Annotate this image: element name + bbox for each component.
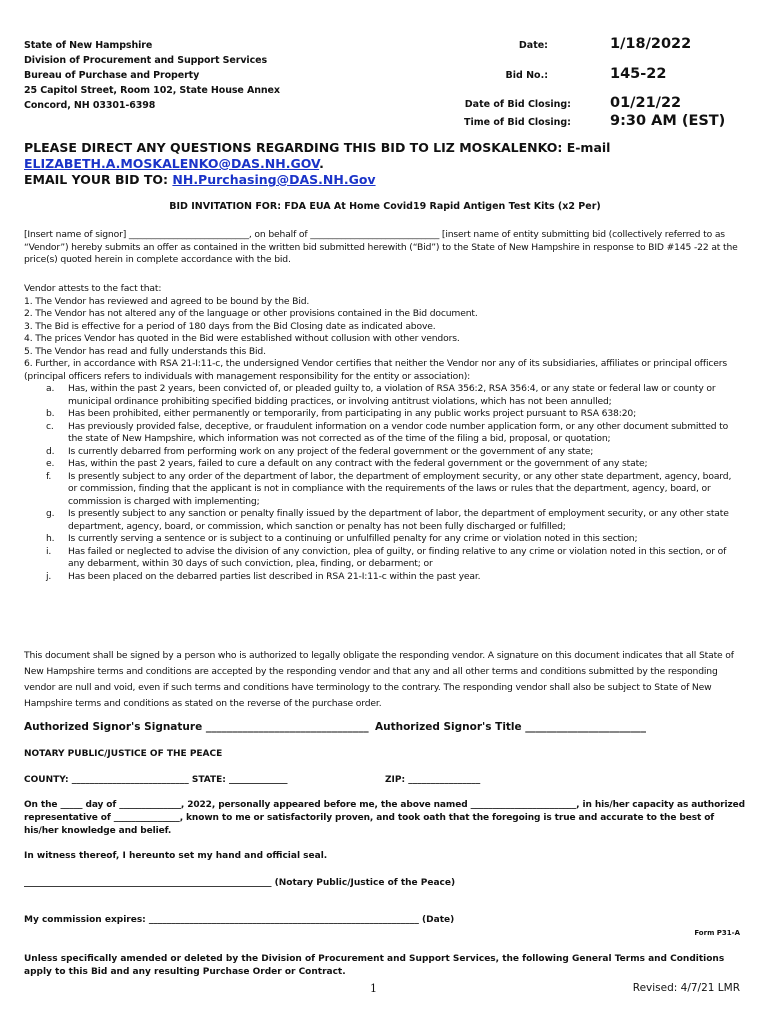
witness-statement: In witness thereof, I hereunto set my hand and official seal. [24,851,328,861]
date-label: Date: [518,40,548,51]
form-number: Form P31-A [694,929,740,937]
agency-address [24,38,280,113]
attestation-list [24,283,742,583]
attest-item: 5. The Vendor has read and fully understands this Bid. [24,345,266,357]
zip-field[interactable]: ZIP: ________________ [385,775,481,785]
subitem-text: Has, within the past 2 years, been convicted of, or pleaded guilty to, a violation of RSA 356:2, RSA 356:4, or any state or federal law or county or municipal ordinance prohibiting specified bidding practices, or involving antitrust violations, which has not been annulled; [68,383,716,407]
attest-subitem [24,471,742,509]
questions-email-link[interactable]: ELIZABETH.A.MOSKALENKO@DAS.NH.GOV [24,156,320,171]
subitem-key: d. [46,445,55,457]
subitem-text: Has been prohibited, either permanently or temporarily, from participating in any public works project pursuant to RSA 638:20; [68,408,637,419]
intro-paragraph: [Insert name of signor] ___________________________, on behalf of _____________________________ [insert name of entity submitting bid (collectively referred to as “Vendor”) hereby submits an offer as contained in the written bid submitted herewith (“Bid”) to the State of New Hampshire in response to BID #145 -22 at the price(s) quoted herein in complete accordance with the bid. [24,229,738,265]
attest-subitem [24,546,742,571]
attest-subitem [24,408,742,421]
attest-subitem [24,533,742,546]
signor-signature-field[interactable]: Authorized Signor's Signature _______________________________ [24,721,369,733]
general-terms-statement: Unless specifically amended or deleted by the Division of Procurement and Support Services, the following General Terms and Conditions apply to this Bid and any resulting Purchase Order or Contract. [24,954,725,977]
attest-item: 4. The prices Vendor has quoted in the Bid were established without collusion with other vendors. [24,333,460,344]
bid-number-value: 145-22 [610,66,667,82]
date-value: 1/18/2022 [610,36,692,52]
agency-line: State of New Hampshire [24,40,153,51]
signor-title-field[interactable]: Authorized Signor's Title _______________________ [375,721,647,733]
subitem-text: Has previously provided false, deceptive, or fraudulent information on a vendor code number application form, or any other document submitted to the state of New Hampshire, which information was not corrected as of the time of the filing a bid, proposal, or quotation; [68,420,729,444]
agency-line: 25 Capitol Street, Room 102, State House Annex [24,85,280,96]
subitem-text: Is currently serving a sentence or is subject to a continuing or unfulfilled penalty for any crime or violation noted in this section; [68,533,638,544]
email-bid-link[interactable]: NH.Purchasing@DAS.NH.Gov [172,172,376,187]
subitem-key: b. [46,408,55,419]
subitem-key: g. [46,508,55,519]
attest-subitem [24,446,742,459]
closing-time-value: 9:30 AM (EST) [610,113,726,129]
subitem-key: f. [46,470,52,482]
revision-note: Revised: 4/7/21 LMR [632,982,740,994]
questions-email-end: . [319,156,324,171]
attest-item: 6. Further, in accordance with RSA 21-I:11-c, the undersigned Vendor certifies that neither the Vendor nor any of its subsidiaries, affiliates or principal officers (principal officers refers to individuals with management responsibility for the entity or association): [24,358,728,382]
closing-date-value: 01/21/22 [610,95,682,111]
attest-item: 2. The Vendor has not altered any of the language or other provisions contained in the Bid document. [24,308,478,319]
bid-title: BID INVITATION FOR: FDA EUA At Home Covid19 Rapid Antigen Test Kits (x2 Per) [169,201,601,212]
subitem-key: j. [46,570,52,582]
subitem-text: Has failed or neglected to advise the division of any conviction, plea of guilty, or finding relative to any crime or violation noted in this section, or of any debarment, within 30 days of such conviction, plea, finding, or debarment; or [68,545,727,569]
subitem-text: Is presently subject to any order of the department of labor, the department of employment security, or any other state department, agency, board, or commission, finding that the applicant is not in compliance with the requirements of the laws or rules that the department, agency, board, or commission is charged with implementing; [68,470,732,507]
agency-line: Concord, NH 03301-6398 [24,100,156,111]
notary-signature-field[interactable]: _______________________________________________________ (Notary Public/Justice of the Peace) [24,878,456,888]
attest-subitem [24,508,742,533]
attest-subitem [24,571,742,584]
email-bid-label: EMAIL YOUR BID TO: [24,172,173,187]
attest-item: 1. The Vendor has reviewed and agreed to be bound by the Bid. [24,295,310,307]
notary-oath: On the _____ day of ______________, 2022, personally appeared before me, the above named ________________________, in his/her capacity as authorized representative of _______________, known to me or satisfactorily proven, and took oath that the foregoing is true and accurate to the best of his/her knowledge and belief. [24,800,745,836]
subitem-text: Is currently debarred from performing work on any project of the federal government or the government of any state; [68,445,594,457]
closing-date-label: Date of Bid Closing: [464,99,571,110]
bid-number-label: Bid No.: [505,70,548,81]
attest-subitem [24,421,742,446]
agency-line: Bureau of Purchase and Property [24,70,200,81]
subitem-key: h. [46,533,55,544]
subitem-key: c. [46,420,54,432]
attest-item: 3. The Bid is effective for a period of 180 days from the Bid Closing date as indicated above. [24,320,436,332]
attest-subitem [24,383,742,408]
subitem-key: i. [46,545,52,557]
questions-line: PLEASE DIRECT ANY QUESTIONS REGARDING THIS BID TO LIZ MOSKALENKO: E-mail [24,140,611,155]
subitem-key: e. [46,458,55,469]
subitem-key: a. [46,383,55,394]
attest-subitem [24,458,742,471]
subitem-text: Is presently subject to any sanction or penalty finally issued by the department of labor, the department of employment security, or any other state department, agency, board, or commission, which sanction or penalty has not been fully discharged or fulfilled; [68,508,729,532]
notary-heading: NOTARY PUBLIC/JUSTICE OF THE PEACE [24,749,223,759]
subitem-text: Has, within the past 2 years, failed to cure a default on any contract with the federal government or the government of any state; [68,458,648,469]
page-number: 1 [370,982,377,995]
agency-line: Division of Procurement and Support Services [24,55,268,66]
signing-paragraph: This document shall be signed by a person who is authorized to legally obligate the responding vendor. A signature on this document indicates that all State of New Hampshire terms and conditions are accepted by the responding vendor and that any and all other terms and conditions submitted by the responding vendor are null and void, even if such terms and conditions have terminology to the contrary. The responding vendor shall also be subject to State of New Hampshire terms and conditions as stated on the reverse of the purchase order. [24,650,734,709]
subitem-text: Has been placed on the debarred parties list described in RSA 21-I:11-c within the past year. [68,570,481,582]
questions-email-line [24,156,610,172]
county-state-field[interactable]: COUNTY: __________________________ STATE: _____________ [24,775,288,785]
commission-expires-field[interactable]: My commission expires: ____________________________________________________________ (Date) [24,915,455,925]
email-bid-line [24,172,610,188]
closing-time-label: Time of Bid Closing: [464,117,571,128]
attest-heading: Vendor attests to the fact that: [24,283,162,294]
contact-block [24,140,610,188]
